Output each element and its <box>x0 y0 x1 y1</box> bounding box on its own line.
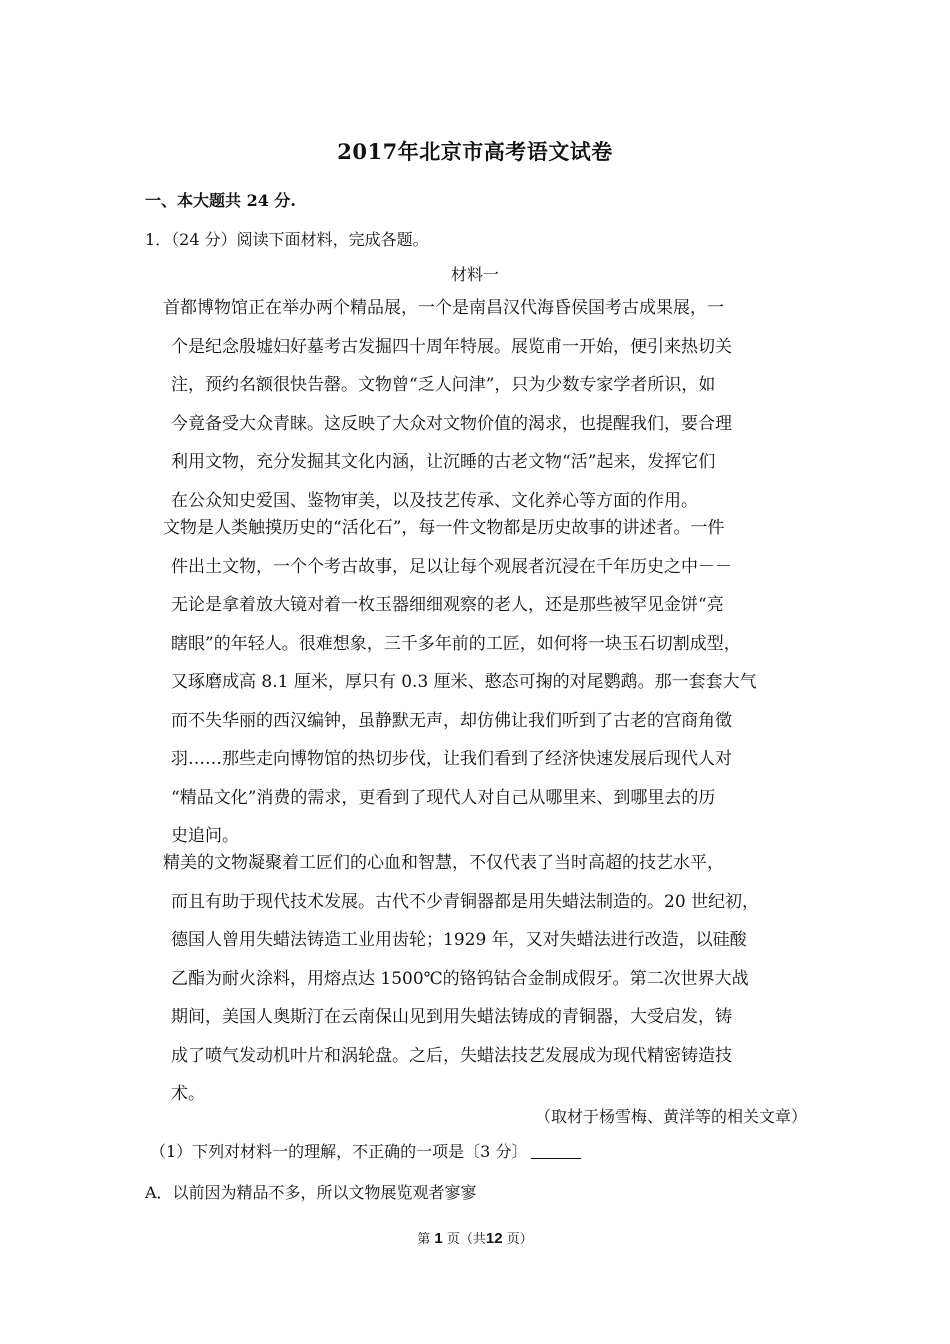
paragraph-line: 件出土文物，一个个考古故事，足以让每个观展者沉浸在千年历史之中－－ <box>171 556 732 577</box>
paragraph-line: 在公众知史爱国、鉴物审美，以及技艺传承、文化养心等方面的作用。 <box>171 490 698 511</box>
paragraph-line: 个是纪念殷墟妇好墓考古发掘四十周年特展。展览甫一开始，便引来热切关 <box>171 336 732 357</box>
subquestion-text: （1）下列对材料一的理解，不正确的一项是〔3 分〕 <box>150 1142 528 1161</box>
page-title: 2017年北京市高考语文试卷 <box>337 139 613 164</box>
paragraph-line: 无论是拿着放大镜对着一枚玉器细细观察的老人，还是那些被罕见金饼“亮 <box>171 595 724 615</box>
paragraph-line: 首都博物馆正在举办两个精品展，一个是南昌汉代海昏侯国考古成果展，一 <box>163 298 724 318</box>
section-heading: 一、本大题共 24 分. <box>145 191 296 210</box>
paragraph-line: 精美的文物凝聚着工匠们的心血和智慧，不仅代表了当时高超的技艺水平， <box>163 853 724 873</box>
material-paragraph-1 <box>163 289 823 520</box>
paragraph-line: 瞎眼”的年轻人。很难想象，三千多年前的工匠，如何将一块玉石切割成型， <box>171 633 741 654</box>
footer-middle: 页（共 <box>446 1232 486 1247</box>
subquestion-1 <box>150 1139 581 1162</box>
option-a: A．以前因为精品不多，所以文物展览观者寥寥 <box>145 1183 477 1202</box>
paragraph-line: 又琢磨成高 8.1 厘米，厚只有 0.3 厘米、憨态可掬的对尾鹦鹉。那一套套大气 <box>171 672 757 692</box>
paragraph-line: 术。 <box>171 1084 205 1104</box>
paragraph-line: 期间，美国人奥斯汀在云南保山见到用失蜡法铸成的青铜器，大受启发，铸 <box>171 1007 732 1027</box>
paragraph-line: 羽……那些走向博物馆的热切步伐，让我们看到了经济快速发展后现代人对 <box>171 749 732 769</box>
paragraph-line: 利用文物，充分发掘其文化内涵，让沉睡的古老文物“活”起来，发挥它们 <box>171 452 716 472</box>
material-paragraph-3 <box>163 844 823 1114</box>
paragraph-line: 德国人曾用失蜡法铸造工业用齿轮；1929 年，又对失蜡法进行改造，以硅酸 <box>171 930 747 950</box>
page-footer <box>0 1228 950 1247</box>
footer-prefix: 第 <box>417 1232 431 1247</box>
paragraph-line: “精品文化”消费的需求，更看到了现代人对自己从哪里来、到哪里去的历 <box>171 787 716 808</box>
footer-suffix: 页） <box>506 1232 533 1247</box>
paragraph-line: 成了喷气发动机叶片和涡轮盘。之后，失蜡法技艺发展成为现代精密铸造技 <box>171 1045 732 1066</box>
paragraph-line: 文物是人类触摸历史的“活化石”，每一件文物都是历史故事的讲述者。一件 <box>163 518 725 538</box>
source-citation: （取材于杨雪梅、黄洋等的相关文章） <box>534 1107 807 1126</box>
question-prompt: 1．（24 分）阅读下面材料，完成各题。 <box>145 230 429 249</box>
paragraph-line: 而且有助于现代技术发展。古代不少青铜器都是用失蜡法制造的。20 世纪初， <box>171 891 760 912</box>
paragraph-line: 史追问。 <box>171 826 239 846</box>
footer-total-pages: 12 <box>485 1230 503 1247</box>
paragraph-line: 而不失华丽的西汉编钟，虽静默无声，却仿佛让我们听到了古老的宫商角徵 <box>171 710 732 731</box>
paragraph-line: 今竟备受大众青睐。这反映了大众对文物价值的渴求，也提醒我们，要合理 <box>171 413 732 434</box>
material-paragraph-2 <box>163 509 823 856</box>
paragraph-line: 乙酯为耐火涂料，用熔点达 1500℃的铬钨钴合金制成假牙。第二次世界大战 <box>171 968 749 989</box>
material-title: 材料一 <box>450 265 499 284</box>
answer-blank <box>531 1142 581 1159</box>
footer-page-number: 1 <box>434 1230 443 1247</box>
paragraph-line: 注，预约名额很快告罄。文物曾“乏人问津”，只为少数专家学者所识，如 <box>171 375 716 395</box>
